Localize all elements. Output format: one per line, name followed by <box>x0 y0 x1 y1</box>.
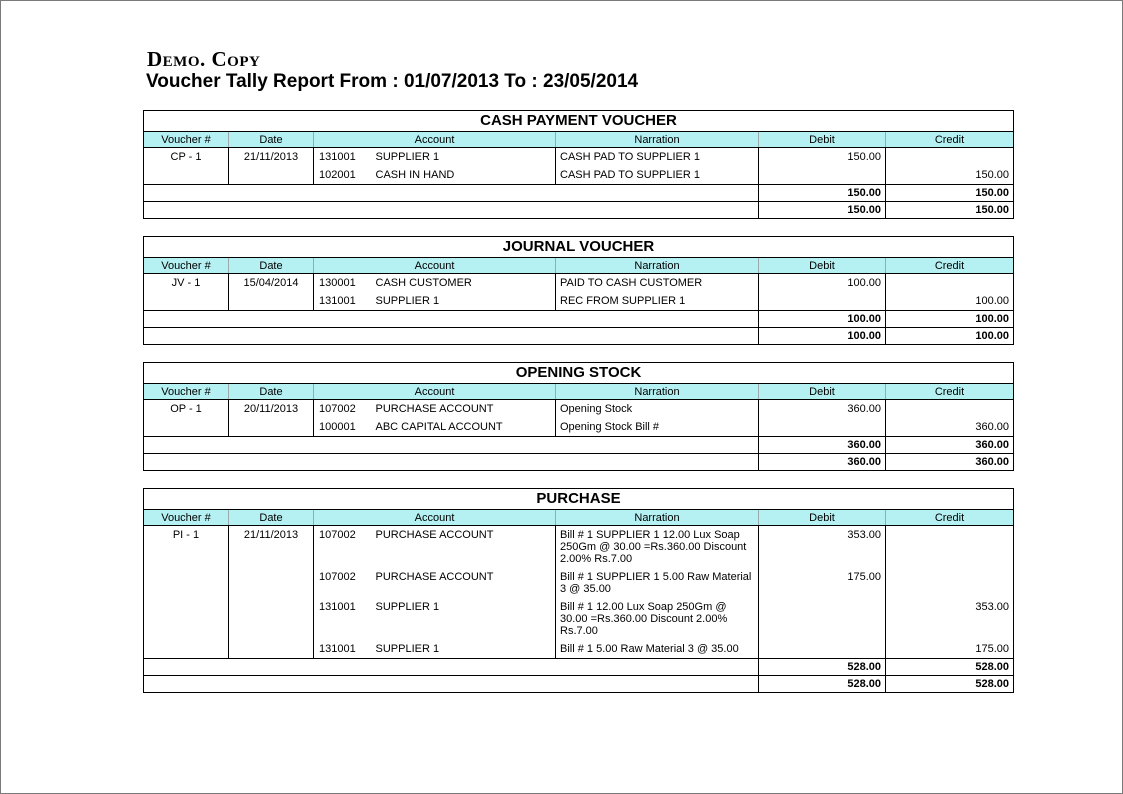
account-code: 131001 <box>314 148 376 167</box>
column-header: Account <box>314 510 556 526</box>
credit-amount <box>886 400 1014 419</box>
column-header: Narration <box>556 384 759 400</box>
voucher-number <box>144 640 229 659</box>
account-name: CASH CUSTOMER <box>375 277 472 289</box>
table-row <box>144 568 1014 598</box>
section-heading: JOURNAL VOUCHER <box>143 236 1014 257</box>
subtotal-row <box>144 185 1014 202</box>
column-header: Voucher # <box>144 510 229 526</box>
column-header: Debit <box>759 384 886 400</box>
voucher-table <box>143 509 1014 693</box>
voucher-date: 15/04/2014 <box>229 274 314 293</box>
account-code: 131001 <box>314 598 376 640</box>
column-header-row <box>144 258 1014 274</box>
table-row <box>144 148 1014 167</box>
voucher-number <box>144 598 229 640</box>
column-header: Voucher # <box>144 258 229 274</box>
debit-amount: 150.00 <box>759 148 886 167</box>
column-header: Debit <box>759 510 886 526</box>
table-row <box>144 598 1014 640</box>
credit-amount <box>886 526 1014 569</box>
narration: CASH PAD TO SUPPLIER 1 <box>556 148 759 167</box>
account-name: SUPPLIER 1 <box>375 601 440 613</box>
narration: PAID TO CASH CUSTOMER <box>556 274 759 293</box>
subtotal-credit: 150.00 <box>886 185 1014 202</box>
column-header: Credit <box>886 384 1014 400</box>
voucher-number: JV - 1 <box>144 274 229 293</box>
debit-amount <box>759 598 886 640</box>
column-header: Date <box>229 258 314 274</box>
voucher-table <box>143 383 1014 471</box>
voucher-number: OP - 1 <box>144 400 229 419</box>
narration: Opening Stock Bill # <box>556 418 759 437</box>
total-spacer <box>144 676 759 693</box>
subtotal-debit: 100.00 <box>759 311 886 328</box>
account-name: PURCHASE ACCOUNT <box>375 529 494 541</box>
total-row <box>144 676 1014 693</box>
column-header: Account <box>314 384 556 400</box>
table-row <box>144 418 1014 437</box>
total-debit: 360.00 <box>759 454 886 471</box>
subtotal-debit: 528.00 <box>759 659 886 676</box>
narration: REC FROM SUPPLIER 1 <box>556 292 759 311</box>
column-header: Credit <box>886 510 1014 526</box>
total-debit: 150.00 <box>759 202 886 219</box>
watermark-label: Demo. Copy <box>147 47 261 71</box>
account-name: PURCHASE ACCOUNT <box>375 571 494 583</box>
subtotal-credit: 360.00 <box>886 437 1014 454</box>
credit-amount: 360.00 <box>886 418 1014 437</box>
subtotal-credit: 528.00 <box>886 659 1014 676</box>
voucher-date <box>229 640 314 659</box>
column-header: Voucher # <box>144 132 229 148</box>
account-code: 131001 <box>314 640 376 659</box>
total-credit: 100.00 <box>886 328 1014 345</box>
table-row <box>144 400 1014 419</box>
account-name: PURCHASE ACCOUNT <box>375 403 494 415</box>
voucher-number <box>144 568 229 598</box>
credit-amount: 175.00 <box>886 640 1014 659</box>
account-code: 107002 <box>314 526 376 569</box>
debit-amount <box>759 166 886 185</box>
voucher-number: PI - 1 <box>144 526 229 569</box>
voucher-table <box>143 257 1014 345</box>
total-spacer <box>144 454 759 471</box>
column-header: Narration <box>556 258 759 274</box>
credit-amount: 150.00 <box>886 166 1014 185</box>
column-header: Date <box>229 510 314 526</box>
account-name: CASH IN HAND <box>375 169 455 181</box>
total-debit: 528.00 <box>759 676 886 693</box>
table-row <box>144 166 1014 185</box>
narration: Opening Stock <box>556 400 759 419</box>
account-code: 107002 <box>314 400 376 419</box>
voucher-date <box>229 598 314 640</box>
account-code: 131001 <box>314 292 376 311</box>
column-header: Date <box>229 384 314 400</box>
table-row <box>144 292 1014 311</box>
voucher-number: CP - 1 <box>144 148 229 167</box>
voucher-table <box>143 131 1014 219</box>
voucher-section <box>143 488 1014 693</box>
narration: Bill # 1 5.00 Raw Material 3 @ 35.00 <box>556 640 759 659</box>
voucher-section <box>143 110 1014 219</box>
debit-amount: 360.00 <box>759 400 886 419</box>
credit-amount: 100.00 <box>886 292 1014 311</box>
voucher-number <box>144 166 229 185</box>
total-credit: 528.00 <box>886 676 1014 693</box>
debit-amount <box>759 292 886 311</box>
subtotal-debit: 150.00 <box>759 185 886 202</box>
credit-amount <box>886 568 1014 598</box>
total-spacer <box>144 202 759 219</box>
subtotal-debit: 360.00 <box>759 437 886 454</box>
subtotal-spacer <box>144 659 759 676</box>
column-header: Debit <box>759 132 886 148</box>
column-header: Account <box>314 132 556 148</box>
section-heading: CASH PAYMENT VOUCHER <box>143 110 1014 131</box>
total-row <box>144 202 1014 219</box>
account-code: 102001 <box>314 166 376 185</box>
debit-amount: 353.00 <box>759 526 886 569</box>
column-header: Credit <box>886 132 1014 148</box>
account-name: ABC CAPITAL ACCOUNT <box>375 421 503 433</box>
column-header: Date <box>229 132 314 148</box>
column-header: Debit <box>759 258 886 274</box>
voucher-section <box>143 236 1014 345</box>
table-row <box>144 640 1014 659</box>
credit-amount <box>886 148 1014 167</box>
narration: CASH PAD TO SUPPLIER 1 <box>556 166 759 185</box>
account-code: 107002 <box>314 568 376 598</box>
table-row <box>144 526 1014 569</box>
section-heading: OPENING STOCK <box>143 362 1014 383</box>
voucher-number <box>144 418 229 437</box>
column-header: Voucher # <box>144 384 229 400</box>
column-header: Account <box>314 258 556 274</box>
column-header: Narration <box>556 510 759 526</box>
account-name: SUPPLIER 1 <box>375 643 440 655</box>
table-row <box>144 274 1014 293</box>
voucher-date: 20/11/2013 <box>229 400 314 419</box>
account-name: SUPPLIER 1 <box>375 295 440 307</box>
account-code: 130001 <box>314 274 376 293</box>
debit-amount: 100.00 <box>759 274 886 293</box>
voucher-section <box>143 362 1014 471</box>
voucher-date <box>229 418 314 437</box>
voucher-number <box>144 292 229 311</box>
report-title: Voucher Tally Report From : 01/07/2013 To : 23/05/2014 <box>146 71 639 92</box>
subtotal-spacer <box>144 311 759 328</box>
narration: Bill # 1 SUPPLIER 1 5.00 Raw Material 3 @ 35.00 <box>556 568 759 598</box>
subtotal-spacer <box>144 185 759 202</box>
voucher-date <box>229 292 314 311</box>
total-credit: 150.00 <box>886 202 1014 219</box>
total-credit: 360.00 <box>886 454 1014 471</box>
debit-amount <box>759 640 886 659</box>
subtotal-row <box>144 437 1014 454</box>
voucher-date: 21/11/2013 <box>229 148 314 167</box>
subtotal-spacer <box>144 437 759 454</box>
total-spacer <box>144 328 759 345</box>
subtotal-credit: 100.00 <box>886 311 1014 328</box>
column-header-row <box>144 132 1014 148</box>
account-name: SUPPLIER 1 <box>375 151 440 163</box>
debit-amount <box>759 418 886 437</box>
column-header: Narration <box>556 132 759 148</box>
subtotal-row <box>144 659 1014 676</box>
total-row <box>144 454 1014 471</box>
voucher-date <box>229 166 314 185</box>
credit-amount <box>886 274 1014 293</box>
debit-amount: 175.00 <box>759 568 886 598</box>
voucher-date: 21/11/2013 <box>229 526 314 569</box>
narration: Bill # 1 12.00 Lux Soap 250Gm @ 30.00 =Rs.360.00 Discount 2.00% Rs.7.00 <box>556 598 759 640</box>
narration: Bill # 1 SUPPLIER 1 12.00 Lux Soap 250Gm @ 30.00 =Rs.360.00 Discount 2.00% Rs.7.00 <box>556 526 759 569</box>
voucher-date <box>229 568 314 598</box>
subtotal-row <box>144 311 1014 328</box>
column-header-row <box>144 510 1014 526</box>
column-header: Credit <box>886 258 1014 274</box>
column-header-row <box>144 384 1014 400</box>
section-heading: PURCHASE <box>143 488 1014 509</box>
credit-amount: 353.00 <box>886 598 1014 640</box>
total-row <box>144 328 1014 345</box>
account-code: 100001 <box>314 418 376 437</box>
total-debit: 100.00 <box>759 328 886 345</box>
